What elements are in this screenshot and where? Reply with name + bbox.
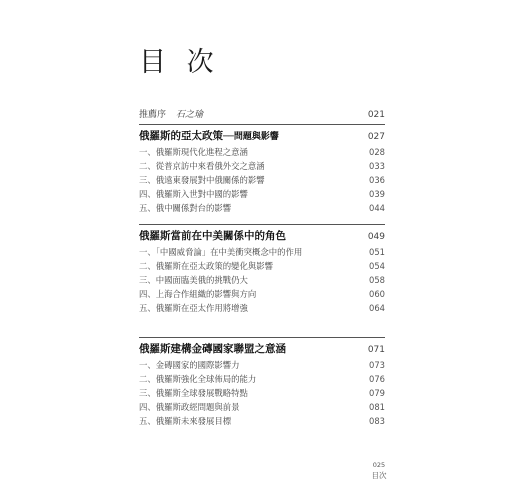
section-1-title: 俄羅斯的亞太政策: [139, 130, 223, 142]
toc-item-page: 060: [369, 289, 385, 299]
section-1-subtitle: ──問題與影響: [223, 132, 279, 142]
toc-item: [139, 174, 385, 186]
toc-item-page: 083: [369, 416, 385, 426]
toc-item-page: 064: [369, 303, 385, 313]
toc-item: [139, 188, 385, 200]
page-footer: [365, 461, 393, 481]
toc-item-page: 036: [369, 175, 385, 185]
toc-item: [139, 387, 385, 399]
toc-item-page: 051: [369, 247, 385, 257]
section-2-page: 049: [367, 232, 385, 242]
running-header-label: 目次: [371, 471, 387, 480]
section-divider: [139, 124, 385, 125]
section-3-page: 071: [367, 345, 385, 355]
section-divider: [139, 224, 385, 225]
toc-item-label: 二、俄羅斯在亞太政策的變化與影響: [139, 261, 273, 271]
toc-item-label: 一、俄羅斯現代化進程之意涵: [139, 147, 248, 157]
section-1-page: 027: [367, 132, 385, 142]
page-number: 025: [372, 461, 386, 469]
toc-item: [139, 401, 385, 413]
toc-item-page: 073: [369, 360, 385, 370]
toc-section-3: [139, 341, 385, 356]
toc-item-page: 039: [369, 189, 385, 199]
toc-item-page: 076: [369, 374, 385, 384]
toc-item-page: 028: [369, 147, 385, 157]
toc-item-page: 044: [369, 203, 385, 213]
toc-item: [139, 415, 385, 427]
preface-label: 推薦序: [139, 110, 167, 120]
toc-item-page: 058: [369, 275, 385, 285]
toc-item-label: 二、俄羅斯強化全球佈局的能力: [139, 374, 257, 384]
toc-item: [139, 274, 385, 286]
section-2-title: 俄羅斯當前在中美關係中的角色: [139, 230, 286, 242]
toc-item-page: 033: [369, 161, 385, 171]
toc-item: [139, 359, 385, 371]
section-divider: [139, 337, 385, 338]
toc-item: [139, 202, 385, 214]
preface-author: 石之瑜: [176, 110, 204, 120]
toc-item-label: 三、俄遠東發展對中俄關係的影響: [139, 175, 265, 185]
toc-section-1: [139, 128, 385, 143]
toc-item: [139, 146, 385, 158]
toc-item-label: 二、從普京訪中來看俄外交之意涵: [139, 161, 265, 171]
toc-item-page: 081: [369, 402, 385, 412]
toc-section-2: [139, 228, 385, 243]
toc-item-label: 五、俄中關係對台的影響: [139, 203, 232, 213]
toc-item-page: 054: [369, 261, 385, 271]
toc-item: [139, 160, 385, 172]
toc-item-label: 一、「中國威脅論」在中美衝突概念中的作用: [139, 247, 303, 257]
page-title: 目 次: [139, 47, 220, 78]
toc-item: [139, 260, 385, 272]
toc-item-label: 四、俄羅斯入世對中國的影響: [139, 189, 248, 199]
toc-item: [139, 373, 385, 385]
toc-item-label: 三、俄羅斯全球發展戰略特點: [139, 388, 248, 398]
section-3-title: 俄羅斯建構金磚國家聯盟之意涵: [139, 343, 286, 355]
toc-item-label: 五、俄羅斯在亞太作用將增強: [139, 303, 248, 313]
toc-item-label: 一、金磚國家的國際影響力: [139, 360, 240, 370]
toc-item-label: 三、中國面臨美俄的挑戰仍大: [139, 275, 248, 285]
toc-item: [139, 246, 385, 258]
toc-item-label: 四、上海合作組織的影響與方向: [139, 289, 257, 299]
toc-item-label: 四、俄羅斯政經問題與前景: [139, 402, 240, 412]
toc-item-label: 五、俄羅斯未來發展目標: [139, 416, 232, 426]
preface-page: 021: [367, 110, 385, 120]
toc-item-page: 079: [369, 388, 385, 398]
toc-item: [139, 302, 385, 314]
toc-preface: [139, 107, 385, 120]
toc-item: [139, 288, 385, 300]
